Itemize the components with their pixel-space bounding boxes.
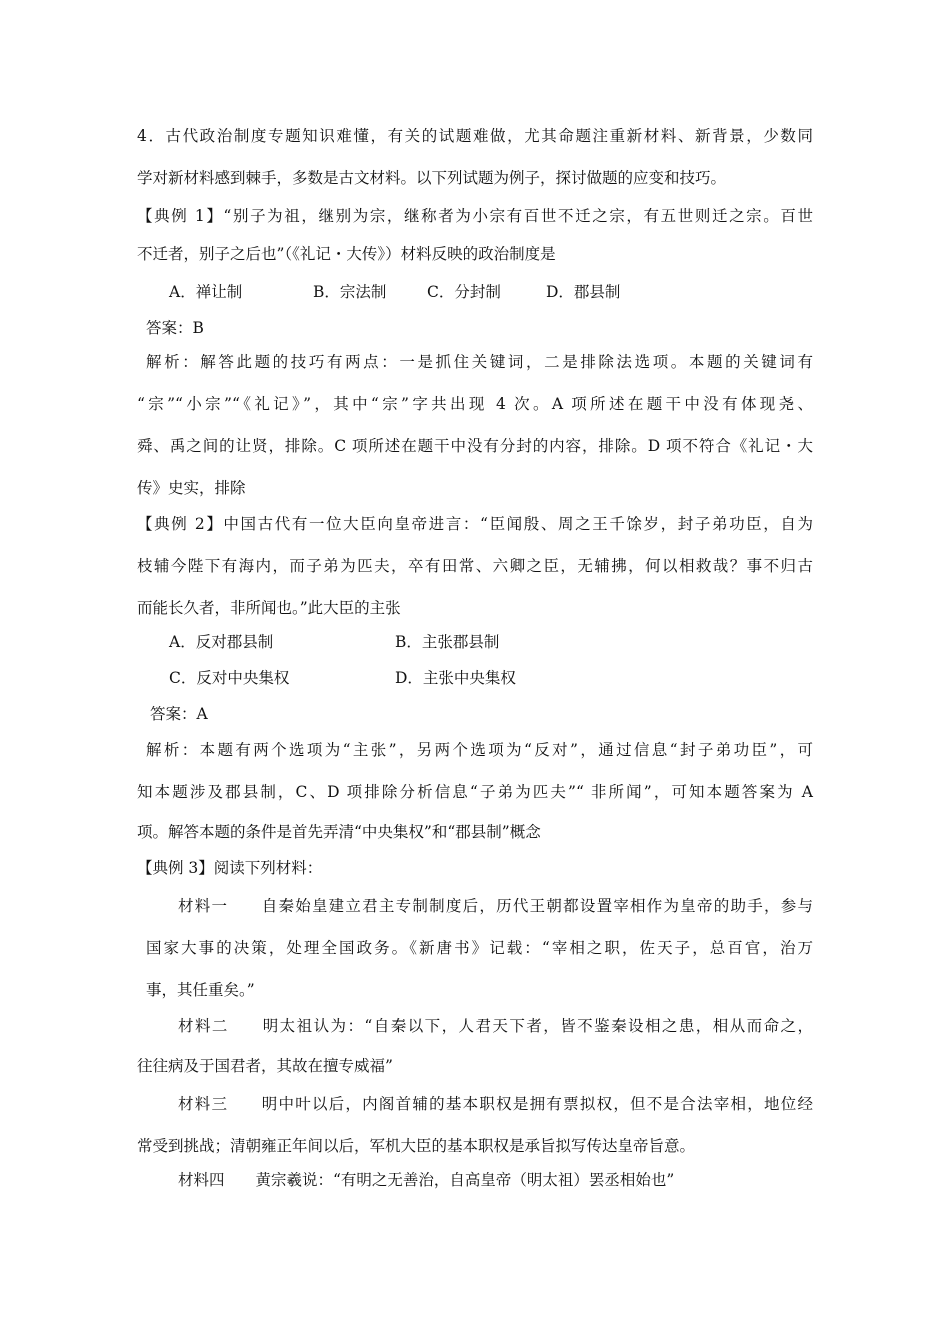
example1-answer: 答案：B (146, 319, 204, 337)
example1-analysis-line: “宗”“小宗”“《礼记》”，其中“宗”字共出现 4 次。A 项所述在题干中没有体现尧、 (137, 395, 813, 413)
example2-option-d: D．主张中央集权 (395, 669, 516, 687)
example2-analysis-line: 解析：本题有两个选项为“主张”，另两个选项为“反对”，通过信息“封子弟功臣”，可 (146, 741, 813, 759)
material4-line: 材料四 黄宗羲说：“有明之无善治，自高皇帝（明太祖）罢丞相始也” (178, 1171, 675, 1189)
example2-analysis-line: 项。解答本题的条件是首先弄清“中央集权”和“郡县制”概念 (137, 823, 541, 841)
intro-line: 学对新材料感到棘手，多数是古文材料。以下列试题为例子，探讨做题的应变和技巧。 (137, 169, 727, 187)
example2-question-line: 【典例 2】中国古代有一位大臣向皇帝进言：“臣闻殷、周之王千馀岁，封子弟功臣，自为 (137, 515, 813, 533)
example2-analysis-line: 知本题涉及郡县制，C、D 项排除分析信息“子弟为匹夫”“ 非所闻”，可知本题答案为 A (137, 783, 813, 801)
example1-analysis-line: 传》史实，排除 (137, 479, 246, 497)
intro-line: 4．古代政治制度专题知识难懂，有关的试题难做，尤其命题注重新材料、新背景，少数同 (137, 127, 813, 145)
material3-line: 常受到挑战；清朝雍正年间以后，军机大臣的基本职权是承旨拟写传达皇帝旨意。 (137, 1137, 696, 1155)
material1-line: 事，其任重矣。” (146, 981, 255, 999)
material3-line: 材料三 明中叶以后，内阁首辅的基本职权是拥有票拟权，但不是合法宰相，地位经 (178, 1095, 813, 1113)
material2-line: 往往病及于国君者，其故在擅专威福” (137, 1057, 393, 1075)
example2-option-c: C．反对中央集权 (169, 669, 290, 687)
example1-question-line: 不迁者，别子之后也”（《礼记・大传》）材料反映的政治制度是 (137, 245, 556, 263)
example1-analysis-line: 舜、禹之间的让贤，排除。C 项所述在题干中没有分封的内容，排除。D 项不符合《礼记・大 (137, 437, 813, 455)
example1-question-line: 【典例 1】“别子为祖，继别为宗，继称者为小宗有百世不迁之宗，有五世则迁之宗。百世 (137, 207, 813, 225)
example3-heading: 【典例 3】阅读下列材料： (137, 859, 323, 877)
example1-analysis-line: 解析：解答此题的技巧有两点：一是抓住关键词，二是排除法选项。本题的关键词有 (146, 353, 813, 371)
material2-line: 材料二 明太祖认为：“自秦以下，人君天下者，皆不鉴秦设相之患，相从而命之， (178, 1017, 813, 1035)
example1-option-d: D．郡县制 (546, 283, 621, 301)
example2-option-a: A．反对郡县制 (169, 633, 274, 651)
example2-question-line: 枝辅今陛下有海内，而子弟为匹夫，卒有田常、六卿之臣，无辅拂，何以相救哉？事不归古 (137, 557, 813, 575)
example2-question-line: 而能长久者，非所闻也。”此大臣的主张 (137, 599, 401, 617)
example1-option-c: C．分封制 (427, 283, 501, 301)
material1-line: 国家大事的决策，处理全国政务。《新唐书》记载：“宰相之职，佐天子，总百官，治万 (146, 939, 813, 957)
material1-line: 材料一 自秦始皇建立君主专制制度后，历代王朝都设置宰相作为皇帝的助手，参与 (178, 897, 813, 915)
example2-option-b: B．主张郡县制 (395, 633, 500, 651)
example2-answer: 答案：A (150, 705, 208, 723)
example1-option-b: B．宗法制 (313, 283, 387, 301)
example1-option-a: A．禅让制 (169, 283, 243, 301)
